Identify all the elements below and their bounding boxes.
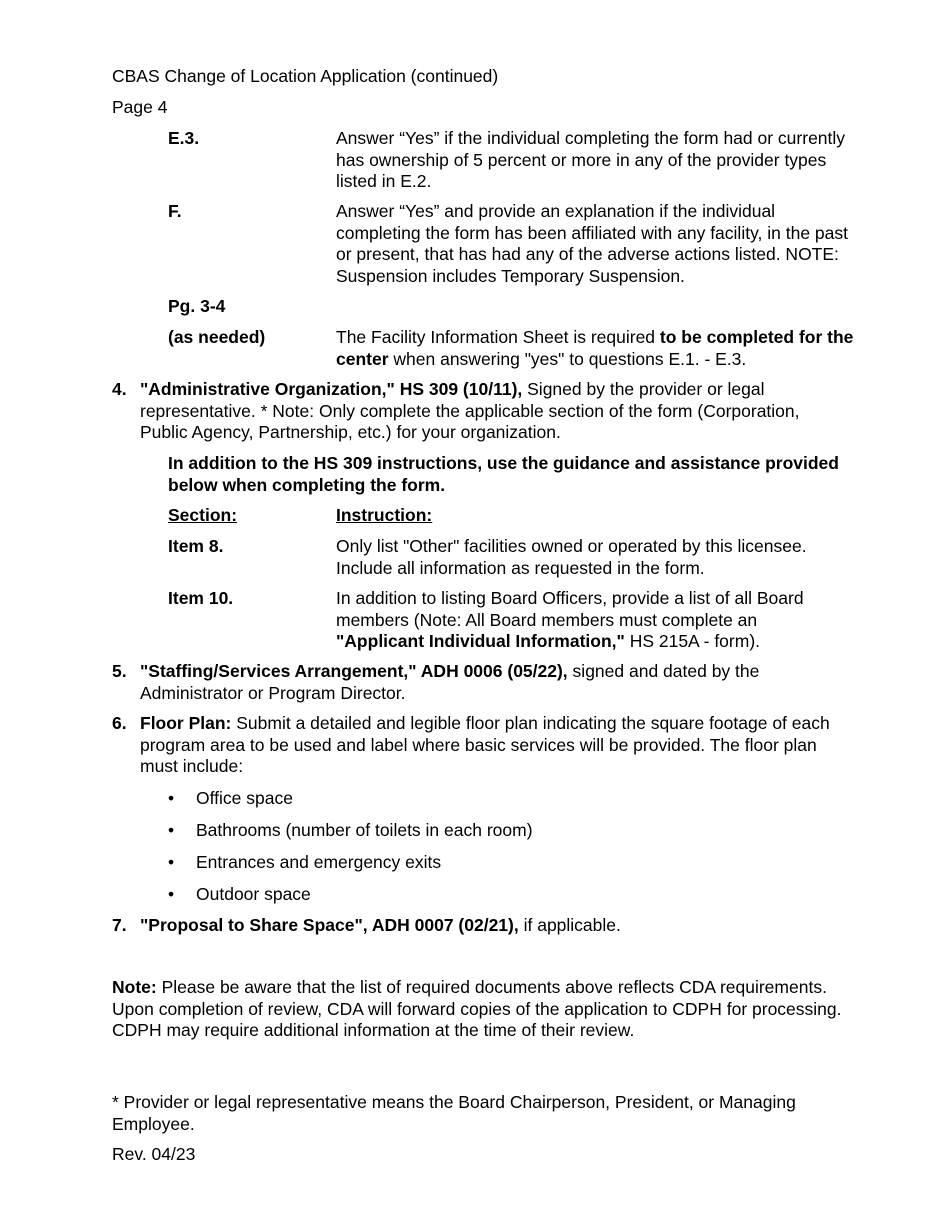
item4-title: "Administrative Organization," HS 309 (10/11), — [140, 379, 523, 399]
item4-guidance: In addition to the HS 309 instructions, use the guidance and assistance provided below when completing the form. — [168, 453, 839, 495]
item4-number: 4. — [112, 379, 127, 399]
item5-number: 5. — [112, 661, 127, 681]
pg34-text-a: The Facility Information Sheet is required — [336, 327, 660, 347]
item6-title: Floor Plan: — [140, 713, 232, 733]
revision-date: Rev. 04/23 — [112, 1144, 196, 1164]
item8-text: Only list "Other" facilities owned or operated by this licensee. Include all information as requested in the form. — [336, 536, 807, 578]
bullet-icon: • — [168, 788, 175, 808]
item6-body: Submit a detailed and legible floor plan indicating the square footage of each program area to be used and label where basic services will be provided. The floor plan must include: — [140, 713, 830, 776]
item7-body: if applicable. — [518, 915, 621, 935]
instruction-header: Instruction: — [336, 505, 433, 525]
pg34-text-bold: to be completed for the center — [336, 327, 854, 369]
bullet-icon: • — [168, 820, 175, 840]
page-number: Page 4 — [112, 97, 168, 117]
item5-text — [140, 661, 830, 704]
pg34-text — [336, 327, 856, 370]
item8-label: Item 8. — [168, 536, 224, 556]
item10-text-bold: "Applicant Individual Information," — [336, 631, 625, 651]
item10-text-c: HS 215A - form). — [624, 631, 761, 651]
bullet-entrances: Entrances and emergency exits — [196, 852, 442, 872]
item5-body: signed and dated by the Administrator or Program Director. — [140, 661, 760, 703]
document-title: CBAS Change of Location Application (continued) — [112, 66, 499, 86]
note-text: Please be aware that the list of required documents above reflects CDA requirements. Upon completion of review, CDA will forward copies of the application to CDPH for processing. CDPH may require additional information at the time of their review. — [112, 977, 842, 1040]
pg34-text-c: when answering "yes" to questions E.1. - E.3. — [388, 348, 747, 369]
bullet-icon: • — [168, 852, 175, 872]
item10-text — [336, 588, 846, 653]
f-text: Answer “Yes” and provide an explanation if the individual completing the form has been affiliated with any facility, in the past or present, that has had any of the adverse actions listed. NOTE: Suspension includes Temporary Suspension. — [336, 201, 848, 286]
item10-label: Item 10. — [168, 588, 234, 608]
item7-number: 7. — [112, 915, 127, 935]
item6-text — [140, 713, 840, 778]
section-header: Section: — [168, 505, 238, 525]
item10-text-a: In addition to listing Board Officers, provide a list of all Board members (Note: All Board members must complete an — [336, 588, 804, 630]
note-paragraph — [112, 977, 842, 1042]
item6-number: 6. — [112, 713, 127, 733]
item5-title: "Staffing/Services Arrangement," ADH 0006 (05/22), — [140, 661, 568, 681]
footnote: * Provider or legal representative means the Board Chairperson, President, or Managing Employee. — [112, 1092, 796, 1134]
e3-text: Answer “Yes” if the individual completing the form had or currently has ownership of 5 percent or more in any of the provider types listed in E.2. — [336, 128, 846, 191]
f-label: F. — [168, 201, 182, 221]
bullet-icon: • — [168, 884, 175, 904]
pg34-label-as-needed: (as needed) — [168, 327, 266, 347]
bullet-office-space: Office space — [196, 788, 293, 808]
note-label: Note: — [112, 977, 157, 997]
item7-title: "Proposal to Share Space", ADH 0007 (02/21), — [140, 915, 519, 935]
item4-text — [140, 379, 850, 444]
bullet-bathrooms: Bathrooms (number of toilets in each room) — [196, 820, 533, 840]
item7-text — [140, 915, 850, 937]
item4-body: Signed by the provider or legal representative. * Note: Only complete the applicable section of the form (Corporation, Public Agency, Partnership, etc.) for your organization. — [140, 379, 800, 442]
bullet-outdoor-space: Outdoor space — [196, 884, 311, 904]
pg34-label: Pg. 3-4 — [168, 296, 226, 316]
e3-label: E.3. — [168, 128, 200, 148]
